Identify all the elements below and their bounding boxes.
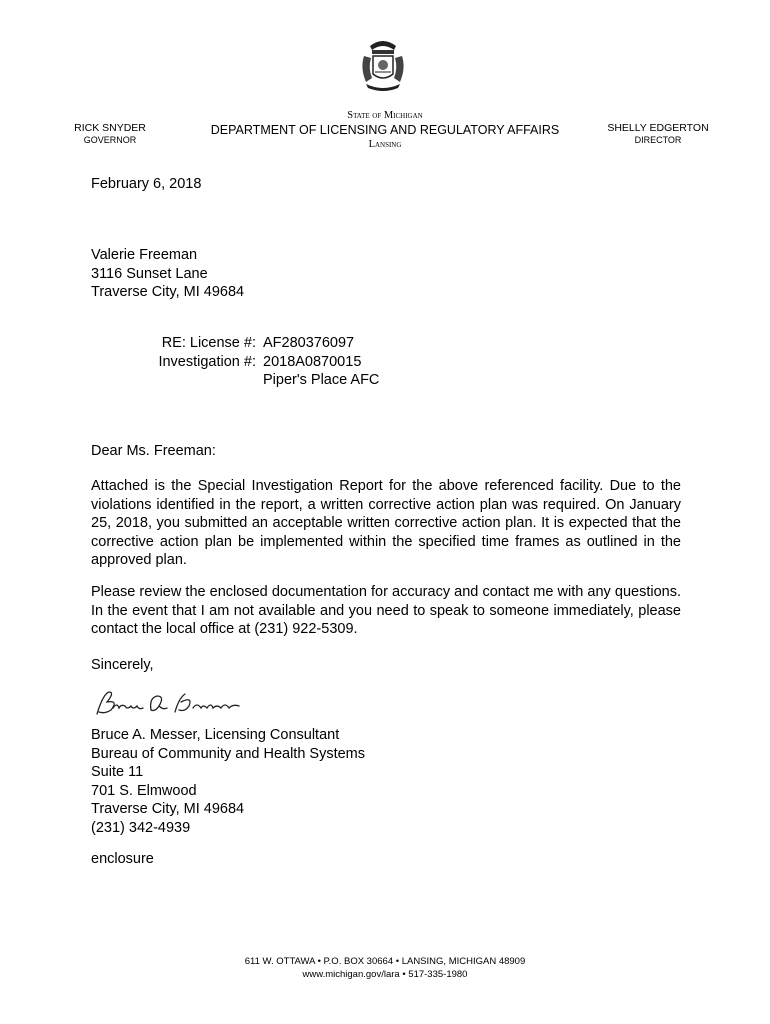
footer-web-phone: www.michigan.gov/lara • 517-335-1980 xyxy=(302,969,468,980)
recipient-city: Traverse City, MI 49684 xyxy=(91,284,245,300)
department-city: Lansing xyxy=(368,139,402,150)
paragraph-1: Attached is the Special Investigation Report for the above referenced facility. Due to the violations identified in the report, a written corrective action plan was required. On January 25, 2018, you submitted an acceptable written corrective action plan. It is expected that the corrective action plan be implemented within the specified time frames as outlined in the approved plan. xyxy=(91,478,681,568)
recipient-name: Valerie Freeman xyxy=(91,247,198,263)
license-label: RE: License #: xyxy=(161,335,256,351)
sender-phone: (231) 342-4939 xyxy=(91,819,191,836)
governor-title: GOVERNOR xyxy=(83,135,137,145)
reference-values xyxy=(263,334,379,390)
sender-block xyxy=(91,726,365,837)
closing: Sincerely, xyxy=(91,657,154,673)
department-name: DEPARTMENT OF LICENSING AND REGULATORY AFFAIRS xyxy=(210,123,560,137)
footer-address: 611 W. OTTAWA • P.O. BOX 30664 • LANSING, MICHIGAN 48909 xyxy=(244,956,526,967)
facility-name: Piper's Place AFC xyxy=(263,372,380,388)
paragraph-2: Please review the enclosed documentation for accuracy and contact me with any questions. In the event that I am not available and you need to speak to someone immediately, please contact the local office at (231) 922-5309. xyxy=(91,584,681,637)
enclosure-note: enclosure xyxy=(91,851,154,867)
governor-name: RICK SNYDER xyxy=(74,122,146,134)
signature xyxy=(93,688,263,720)
state-name: State of Michigan xyxy=(347,110,423,121)
sender-bureau: Bureau of Community and Health Systems xyxy=(91,745,366,762)
director-title: DIRECTOR xyxy=(634,135,682,145)
director-name: SHELLY EDGERTON xyxy=(607,122,709,134)
sender-city: Traverse City, MI 49684 xyxy=(91,801,245,817)
license-number: AF280376097 xyxy=(263,335,355,351)
recipient-street: 3116 Sunset Lane xyxy=(91,265,208,282)
sender-suite: Suite 11 xyxy=(91,764,144,780)
michigan-seal-icon xyxy=(358,38,408,94)
sender-street: 701 S. Elmwood xyxy=(91,782,197,799)
reference-labels xyxy=(146,334,256,371)
letter-date: February 6, 2018 xyxy=(91,176,202,192)
recipient-address xyxy=(91,246,244,302)
investigation-label: Investigation #: xyxy=(158,353,256,370)
investigation-number: 2018A0870015 xyxy=(263,353,362,370)
salutation: Dear Ms. Freeman: xyxy=(91,443,216,459)
sender-name-title: Bruce A. Messer, Licensing Consultant xyxy=(91,727,340,743)
